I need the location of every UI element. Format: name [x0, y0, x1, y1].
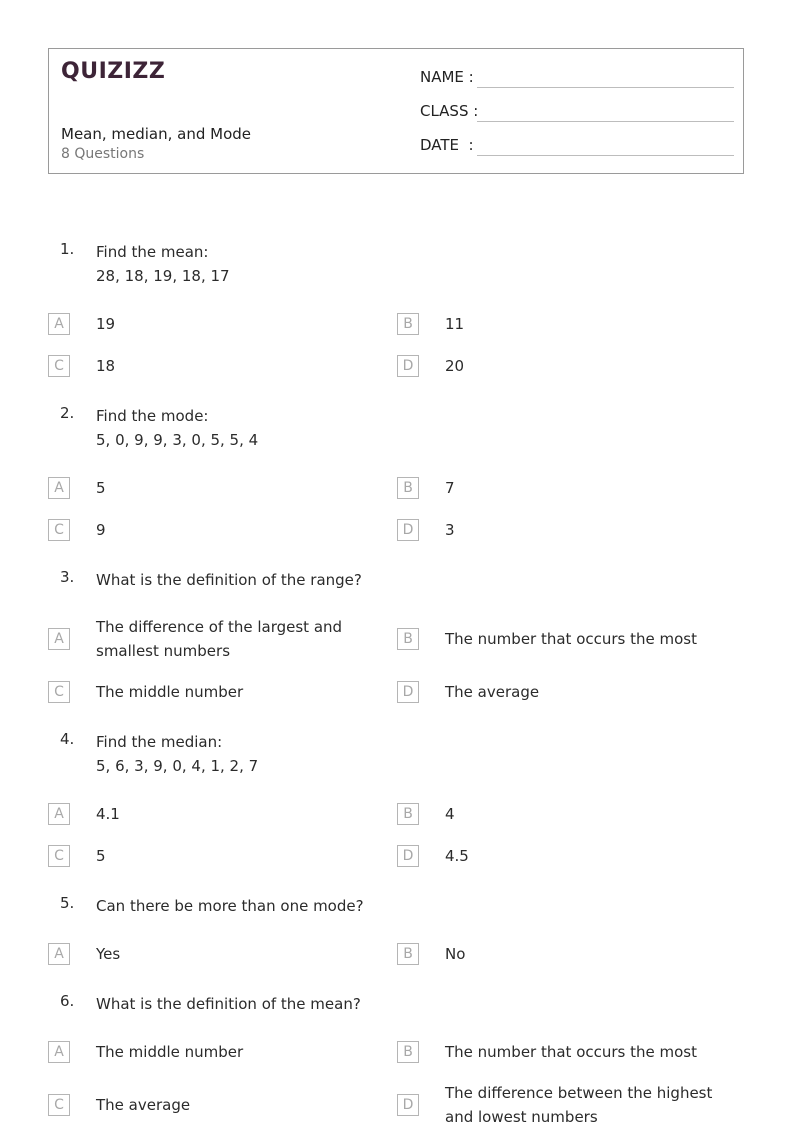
option-text: The difference between the highest and lowest numbers	[445, 1084, 713, 1126]
question-text	[96, 240, 736, 288]
option-letter-box: C	[48, 519, 70, 541]
date-line[interactable]	[477, 155, 734, 156]
option-text: The average	[96, 1096, 191, 1114]
option-letter-box: D	[397, 519, 419, 541]
option-letter-box: B	[397, 943, 419, 965]
name-label: NAME :	[420, 68, 474, 86]
quizizz-logo: QUIZIZZ	[61, 59, 166, 84]
question-text	[96, 894, 736, 918]
worksheet-title: Mean, median, and Mode	[61, 125, 252, 143]
question-number: 5.	[60, 894, 75, 912]
option-letter-box: B	[397, 803, 419, 825]
option-text: 19	[96, 315, 116, 333]
name-line[interactable]	[477, 87, 734, 88]
option-text: 9	[96, 521, 106, 539]
option-text: The middle number	[96, 683, 244, 701]
option-text: 5	[96, 847, 106, 865]
question-line: Find the median:	[96, 733, 223, 751]
option-text: 5	[96, 479, 106, 497]
class-field[interactable]	[420, 100, 734, 124]
class-label: CLASS :	[420, 102, 479, 120]
option-text: The number that occurs the most	[445, 630, 698, 648]
question-line: What is the definition of the mean?	[96, 995, 361, 1013]
question-text	[96, 730, 736, 778]
option-letter-box: D	[397, 355, 419, 377]
option-letter-box: C	[48, 355, 70, 377]
question-line: Find the mode:	[96, 407, 209, 425]
option-letter-box: A	[48, 628, 70, 650]
date-label: DATE :	[420, 136, 474, 154]
option-letter-box: D	[397, 845, 419, 867]
date-field[interactable]	[420, 134, 734, 158]
option-letter-box: A	[48, 477, 70, 499]
option-text: 3	[445, 521, 455, 539]
question-text	[96, 992, 736, 1016]
question-text	[96, 568, 736, 592]
option-text: The middle number	[96, 1043, 244, 1061]
option-text: 4.5	[445, 847, 469, 865]
option-text: 20	[445, 357, 465, 375]
name-field[interactable]	[420, 66, 734, 90]
class-line[interactable]	[477, 121, 734, 122]
option-letter-box: D	[397, 681, 419, 703]
option-text: 7	[445, 479, 455, 497]
question-line: 28, 18, 19, 18, 17	[96, 267, 230, 285]
question-number: 1.	[60, 240, 75, 258]
option-letter-box: C	[48, 1094, 70, 1116]
question-line: Find the mean:	[96, 243, 209, 261]
option-letter-box: D	[397, 1094, 419, 1116]
option-letter-box: B	[397, 313, 419, 335]
option-text: 11	[445, 315, 465, 333]
question-number: 3.	[60, 568, 75, 586]
question-line: 5, 0, 9, 9, 3, 0, 5, 5, 4	[96, 431, 259, 449]
option-letter-box: B	[397, 477, 419, 499]
question-line: Can there be more than one mode?	[96, 897, 364, 915]
question-number: 4.	[60, 730, 75, 748]
option-letter-box: A	[48, 313, 70, 335]
option-text: The number that occurs the most	[445, 1043, 698, 1061]
option-letter-box: C	[48, 845, 70, 867]
option-letter-box: A	[48, 803, 70, 825]
option-letter-box: B	[397, 1041, 419, 1063]
option-letter-box: A	[48, 943, 70, 965]
worksheet-header	[48, 48, 744, 174]
option-text: 4	[445, 805, 455, 823]
question-line: What is the definition of the range?	[96, 571, 362, 589]
option-text: 4.1	[96, 805, 120, 823]
option-letter-box: C	[48, 681, 70, 703]
option-text: No	[445, 945, 466, 963]
option-text: The average	[445, 683, 540, 701]
option-text: Yes	[96, 945, 121, 963]
option-letter-box: A	[48, 1041, 70, 1063]
option-text: 18	[96, 357, 116, 375]
question-count: 8 Questions	[61, 146, 145, 162]
question-number: 2.	[60, 404, 75, 422]
question-number: 6.	[60, 992, 75, 1010]
question-text	[96, 404, 736, 452]
question-line: 5, 6, 3, 9, 0, 4, 1, 2, 7	[96, 757, 259, 775]
option-letter-box: B	[397, 628, 419, 650]
option-text: The difference of the largest and smallest numbers	[96, 618, 343, 660]
